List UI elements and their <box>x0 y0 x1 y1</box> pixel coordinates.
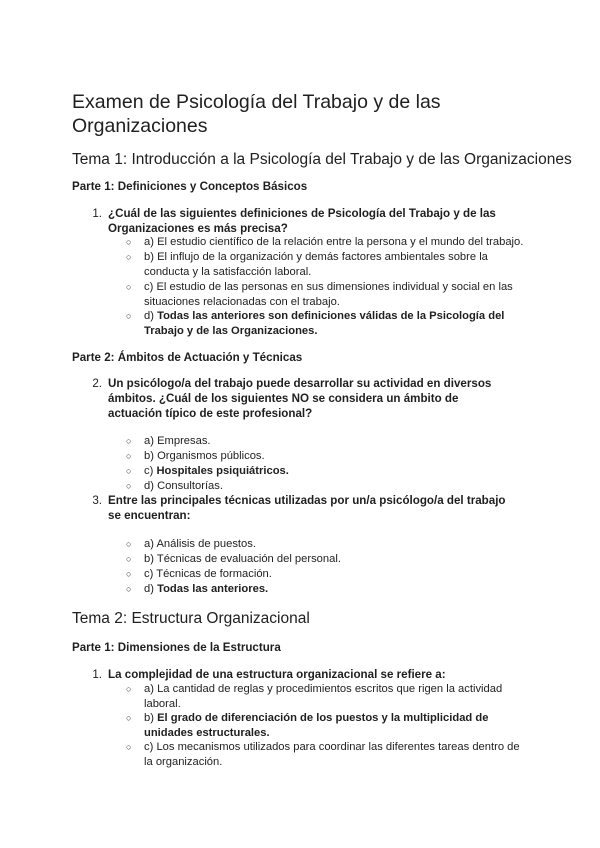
question-text: ¿Cuál de las siguientes definiciones de Psicología del Trabajo y de las Organizaciones es más precisa? <box>108 207 496 235</box>
question-text: Un psicólogo/a del trabajo puede desarrollar su actividad en diversos ámbitos. ¿Cuál de los siguientes NO se considera un ámbito de actuación típico de este profesional? <box>108 377 492 420</box>
option-text: Todas las anteriores son definiciones válidas de la Psicología del Trabajo y de las Organizaciones. <box>144 310 505 337</box>
option-prefix: a) <box>144 435 158 447</box>
option-prefix: c) <box>144 465 157 477</box>
tema2-parte1-heading: Parte 1: Dimensiones de la Estructura <box>72 641 281 654</box>
option-1b <box>126 250 526 280</box>
option-text: Todas las anteriores. <box>157 583 269 595</box>
option-prefix: c) <box>144 741 157 753</box>
question-2 <box>88 376 508 421</box>
tema1-heading: Tema 1: Introducción a la Psicología del Trabajo y de las Organizaciones <box>72 151 572 168</box>
option-text: Análisis de puestos. <box>156 538 256 550</box>
bullet-circle-icon: ○ <box>126 569 132 579</box>
option-text: El grado de diferenciación de los puestos y la multiplicidad de unidades estructurales. <box>144 712 489 739</box>
option-prefix: c) <box>144 568 157 580</box>
option-text: La cantidad de reglas y procedimientos escritos que rigen la actividad laboral. <box>144 683 503 710</box>
question-number: 1. <box>92 668 102 681</box>
bullet-circle-icon: ○ <box>126 311 132 321</box>
option-3c <box>126 567 526 582</box>
tema2-heading: Tema 2: Estructura Organizacional <box>72 610 310 627</box>
question-number: 2. <box>92 377 102 390</box>
question-4 <box>88 667 508 682</box>
option-prefix: b) <box>144 712 158 724</box>
bullet-circle-icon: ○ <box>126 466 132 476</box>
bullet-circle-icon: ○ <box>126 742 132 752</box>
option-text: Técnicas de formación. <box>156 568 272 580</box>
option-text: Empresas. <box>157 435 211 447</box>
bullet-circle-icon: ○ <box>126 539 132 549</box>
bullet-circle-icon: ○ <box>126 237 132 247</box>
bullet-circle-icon: ○ <box>126 554 132 564</box>
option-prefix: d) <box>144 583 158 595</box>
option-2d <box>126 479 526 494</box>
option-1d <box>126 309 526 339</box>
option-text: El estudio científico de la relación entre la persona y el mundo del trabajo. <box>157 236 524 248</box>
question-3 <box>88 493 508 523</box>
option-text: Organismos públicos. <box>157 450 265 462</box>
bullet-circle-icon: ○ <box>126 481 132 491</box>
option-text: Los mecanismos utilizados para coordinar las diferentes tareas dentro de la organización. <box>144 741 520 768</box>
option-4b <box>126 711 526 741</box>
option-1c <box>126 280 526 310</box>
option-4c <box>126 740 526 770</box>
option-prefix: d) <box>144 310 158 322</box>
option-prefix: b) <box>144 553 157 565</box>
tema1-parte1-heading: Parte 1: Definiciones y Conceptos Básicos <box>72 180 308 193</box>
option-text: Técnicas de evaluación del personal. <box>156 553 341 565</box>
question-text: La complejidad de una estructura organizacional se refiere a: <box>108 668 446 681</box>
option-prefix: a) <box>144 538 157 550</box>
option-prefix: a) <box>144 683 158 695</box>
document-title: Examen de Psicología del Trabajo y de las Organizaciones <box>72 91 441 137</box>
option-3d <box>126 582 526 597</box>
option-prefix: b) <box>144 251 158 263</box>
bullet-circle-icon: ○ <box>126 451 132 461</box>
bullet-circle-icon: ○ <box>126 584 132 594</box>
option-prefix: d) <box>144 480 158 492</box>
option-2b <box>126 449 526 464</box>
question-number: 3. <box>92 494 102 507</box>
option-prefix: b) <box>144 450 158 462</box>
question-1 <box>88 206 508 236</box>
option-text: El influjo de la organización y demás factores ambientales sobre la conducta y la satisfacción laboral. <box>144 251 488 278</box>
tema1-parte2-heading: Parte 2: Ámbitos de Actuación y Técnicas <box>72 351 303 364</box>
option-text: Consultorías. <box>157 480 223 492</box>
option-3b <box>126 552 526 567</box>
bullet-circle-icon: ○ <box>126 684 132 694</box>
option-prefix: a) <box>144 236 158 248</box>
option-4a <box>126 682 526 712</box>
option-prefix: c) <box>144 281 157 293</box>
option-text: El estudio de las personas en sus dimensiones individual y social en las situaciones relacionadas con el trabajo. <box>144 281 513 308</box>
option-2a <box>126 434 526 449</box>
option-3a <box>126 537 526 552</box>
bullet-circle-icon: ○ <box>126 252 132 262</box>
question-number: 1. <box>92 207 102 220</box>
bullet-circle-icon: ○ <box>126 436 132 446</box>
question-text: Entre las principales técnicas utilizadas por un/a psicólogo/a del trabajo se encuentran: <box>108 494 506 522</box>
option-1a <box>126 235 526 250</box>
option-text: Hospitales psiquiátricos. <box>156 465 289 477</box>
bullet-circle-icon: ○ <box>126 713 132 723</box>
bullet-circle-icon: ○ <box>126 282 132 292</box>
option-2c <box>126 464 526 479</box>
